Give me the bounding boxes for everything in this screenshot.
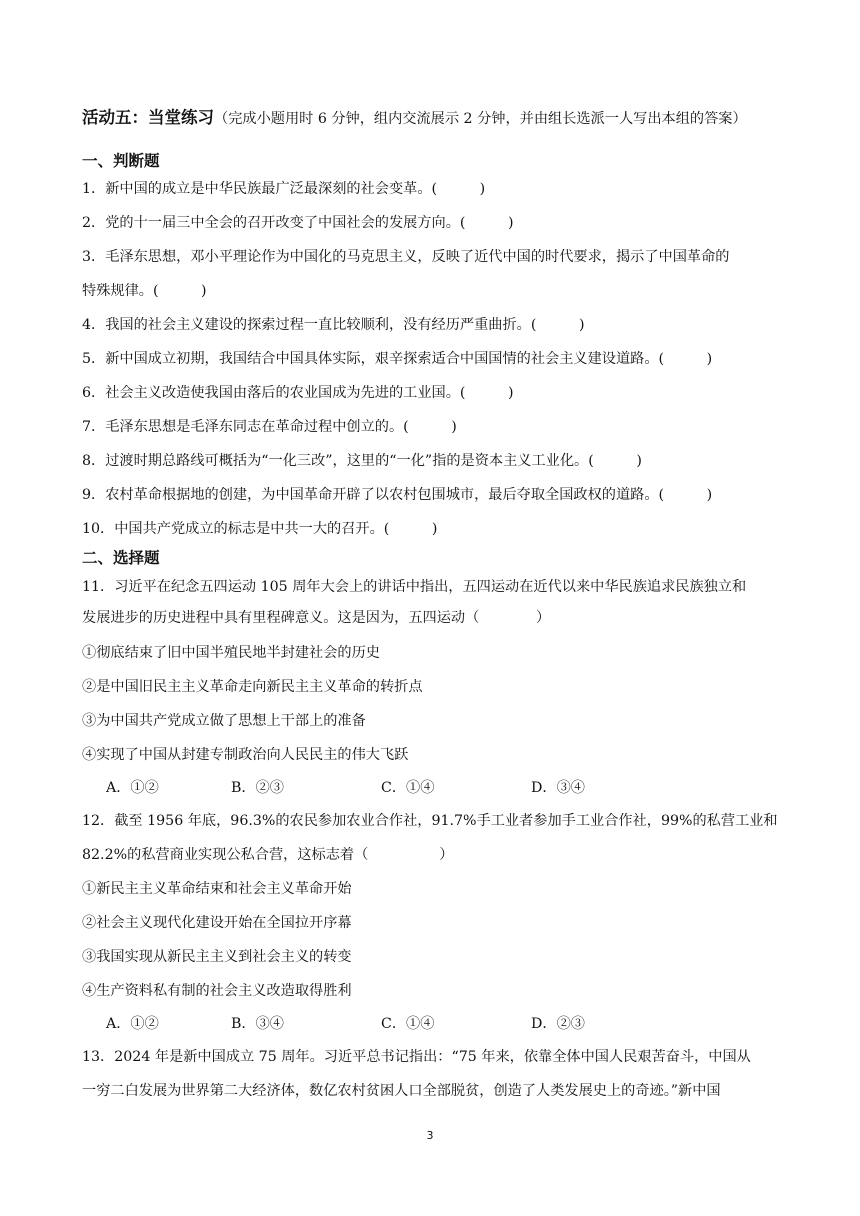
section-heading-choice: 二、选择题: [82, 549, 160, 567]
answer-option: D．③④: [531, 780, 585, 796]
question-statement: ②社会主义现代化建设开始在全国拉开序幕: [82, 915, 352, 931]
question-stem: 11．习近平在纪念五四运动 105 周年大会上的讲话中指出，五四运动在近代以来中华民族追求民族独立和: [82, 579, 747, 595]
question-stem: 一穷二白发展为世界第二大经济体，数亿农村贫困人口全部脱贫，创造了人类发展史上的奇迹。”新中国: [82, 1083, 721, 1099]
question-statement: ①新民主主义革命结束和社会主义革命开始: [82, 881, 352, 897]
question-stem: 12．截至 1956 年底，96.3%的农民参加农业合作社，91.7%手工业者参加手工业合作社，99%的私营工业和: [82, 813, 778, 829]
activity-header: [82, 108, 747, 129]
judgment-item-continued: 特殊规律。( ): [82, 283, 207, 299]
section-heading-judgment: 一、判断题: [82, 152, 160, 170]
answer-option: A．①②: [106, 1016, 159, 1032]
answer-option: C．①④: [381, 780, 435, 796]
answer-option: D．②③: [531, 1016, 585, 1032]
question-statement: ④实现了中国从封建专制政治向人民民主的伟大飞跃: [82, 747, 409, 763]
activity-note: （完成小题用时 6 分钟，组内交流展示 2 分钟，并由组长选派一人写出本组的答案）: [214, 111, 747, 127]
judgment-item: 7．毛泽东思想是毛泽东同志在革命过程中创立的。( ): [82, 419, 457, 435]
page-number: 3: [426, 1129, 434, 1142]
judgment-item: 1．新中国的成立是中华民族最广泛最深刻的社会变革。( ): [82, 181, 486, 197]
activity-title: 活动五：当堂练习: [82, 108, 214, 127]
judgment-item: 4．我国的社会主义建设的探索过程一直比较顺利，没有经历严重曲折。( ): [82, 317, 585, 333]
question-statement: ③我国实现从新民主主义到社会主义的转变: [82, 949, 352, 965]
question-statement: ④生产资料私有制的社会主义改造取得胜利: [82, 983, 352, 999]
judgment-item: 6．社会主义改造使我国由落后的农业国成为先进的工业国。( ): [82, 385, 514, 401]
question-statement: ①彻底结束了旧中国半殖民地半封建社会的历史: [82, 645, 380, 661]
question-stem: 发展进步的历史进程中具有里程碑意义。这是因为，五四运动（ ）: [82, 610, 551, 626]
answer-option: B．③④: [231, 1016, 284, 1032]
answer-option: C．①④: [381, 1016, 435, 1032]
judgment-item: 2．党的十一届三中全会的召开改变了中国社会的发展方向。( ): [82, 215, 514, 231]
judgment-item: 10．中国共产党成立的标志是中共一大的召开。( ): [82, 521, 438, 537]
question-stem: 13．2024 年是新中国成立 75 周年。习近平总书记指出：“75 年来，依靠全体中国人民艰苦奋斗，中国从: [82, 1049, 751, 1065]
judgment-item: 5．新中国成立初期，我国结合中国具体实际，艰辛探索适合中国国情的社会主义建设道路。( ): [82, 351, 713, 367]
answer-option: A．①②: [106, 780, 159, 796]
judgment-item: 3．毛泽东思想，邓小平理论作为中国化的马克思主义，反映了近代中国的时代要求，揭示了中国革命的: [82, 249, 730, 265]
question-statement: ②是中国旧民主主义革命走向新民主主义革命的转折点: [82, 679, 423, 695]
question-stem: 82.2%的私营商业实现公私合营，这标志着（ ）: [82, 847, 454, 863]
judgment-item: 8．过渡时期总路线可概括为“一化三改”，这里的“一化”指的是资本主义工业化。( ): [82, 453, 642, 469]
question-statement: ③为中国共产党成立做了思想上干部上的准备: [82, 713, 366, 729]
answer-option: B．②③: [231, 780, 284, 796]
judgment-item: 9．农村革命根据地的创建，为中国革命开辟了以农村包围城市，最后夺取全国政权的道路。( ): [82, 487, 713, 503]
